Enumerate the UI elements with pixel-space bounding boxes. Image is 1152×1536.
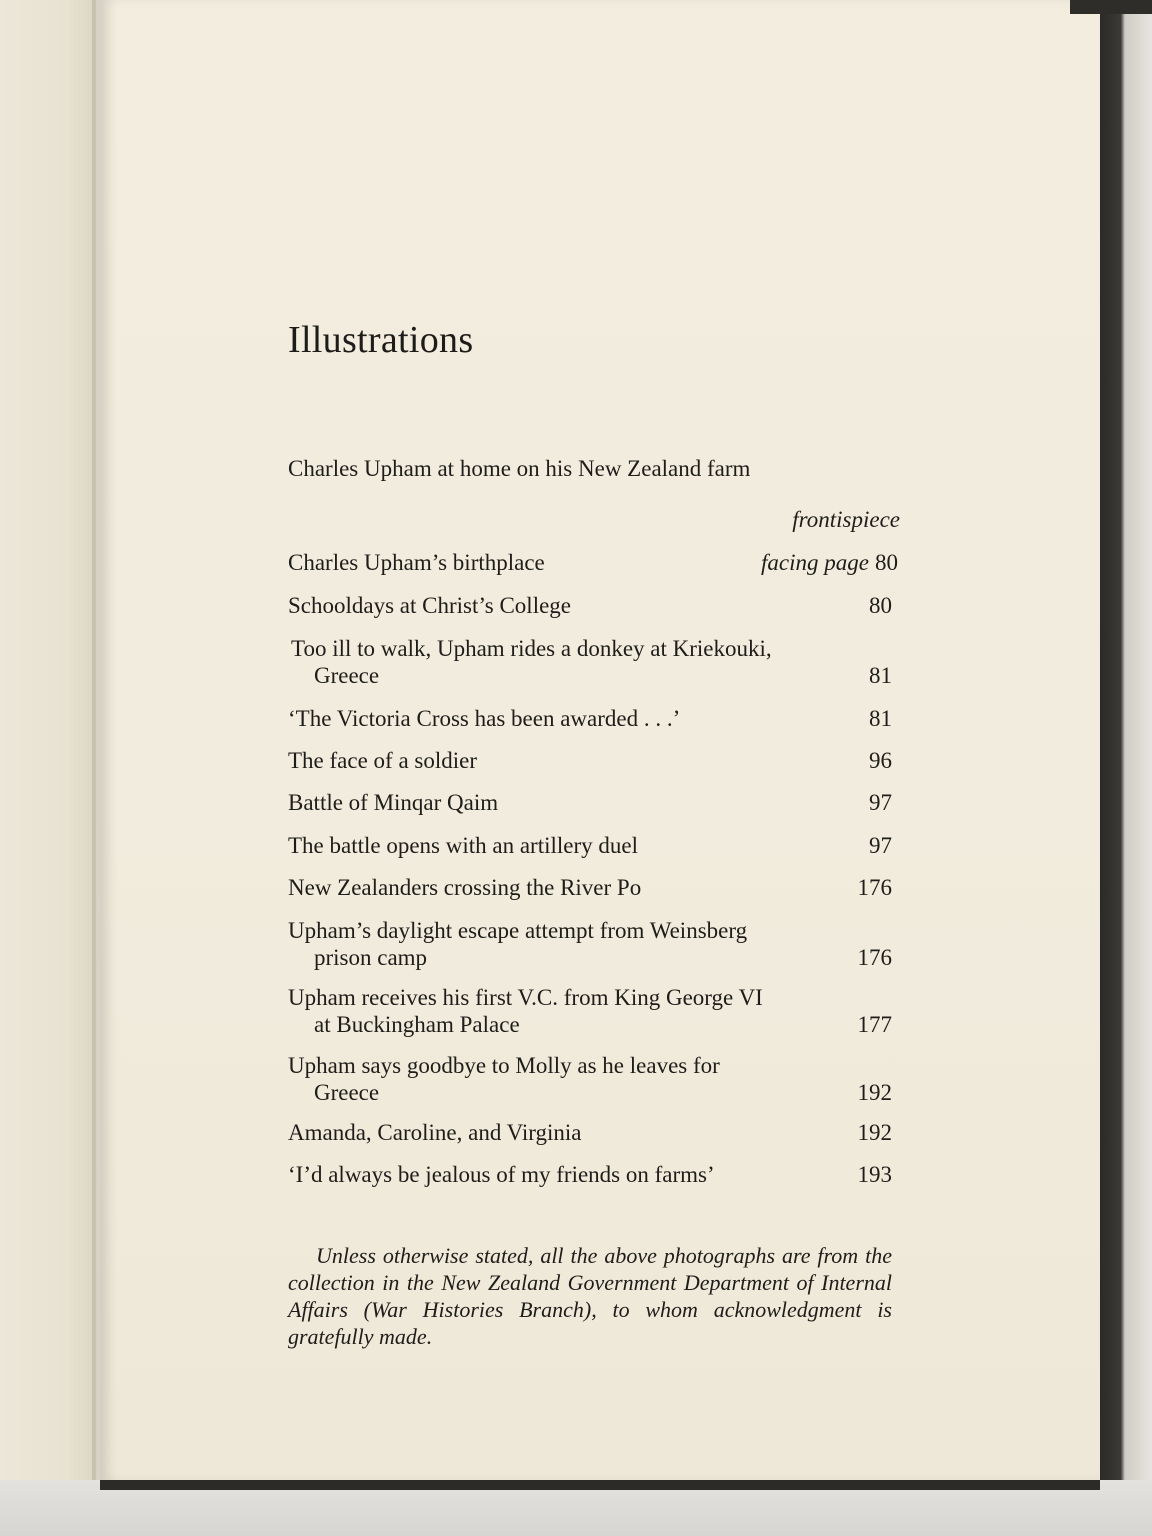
entry-title-continued: prison camp — [314, 945, 428, 970]
entry-page: 80 — [875, 550, 898, 575]
entry-page: 177 — [857, 1012, 892, 1037]
entry-title-continued: Greece — [314, 663, 380, 688]
entry-page: 192 — [857, 1080, 892, 1105]
entry-title: Upham’s daylight escape attempt from Weinsberg — [288, 918, 748, 943]
list-item — [288, 455, 900, 482]
book-cover-edge — [1100, 0, 1152, 1480]
list-item — [288, 917, 900, 971]
entry-title: ‘I’d always be jealous of my friends on farms’ — [288, 1162, 715, 1187]
entry-page: 80 — [869, 593, 892, 618]
entry-title: Schooldays at Christ’s College — [288, 593, 572, 618]
entry-page: 97 — [869, 833, 892, 858]
entry-page: 176 — [857, 945, 892, 970]
book-cover-top — [1070, 0, 1152, 14]
entry-page: 81 — [869, 706, 892, 731]
entry-title: Charles Upham at home on his New Zealand farm — [288, 456, 751, 481]
list-item — [288, 984, 900, 1038]
list-item — [288, 592, 900, 619]
entry-title-continued: at Buckingham Palace — [314, 1012, 520, 1037]
facing-page-label: facing page — [761, 550, 869, 575]
list-item — [288, 747, 900, 774]
list-item — [288, 789, 900, 816]
entry-title: The face of a soldier — [288, 748, 478, 773]
entry-page: 81 — [869, 663, 892, 688]
previous-page-edge — [0, 0, 96, 1536]
entry-title: Upham receives his first V.C. from King George VI — [288, 985, 763, 1010]
entry-title: Upham says goodbye to Molly as he leaves for — [288, 1053, 720, 1078]
entry-page: 176 — [857, 875, 892, 900]
list-item — [288, 832, 900, 859]
entry-title: ‘The Victoria Cross has been awarded . . .’ — [288, 706, 681, 731]
page-title: Illustrations — [288, 319, 474, 361]
entry-title: Charles Upham’s birthplace — [288, 550, 545, 575]
list-item — [288, 874, 900, 901]
entry-page: 192 — [857, 1120, 892, 1145]
entry-page: 97 — [869, 790, 892, 815]
photo-credit-note: Unless otherwise stated, all the above photographs are from the collection in the New Zealand Government Department of Internal Affairs (War Histories Branch), to whom acknowledgment is gratefully made. — [288, 1243, 892, 1349]
entry-page: frontispiece — [792, 507, 900, 532]
entry-title: The battle opens with an artillery duel — [288, 833, 638, 858]
entry-title: New Zealanders crossing the River Po — [288, 875, 642, 900]
list-item — [288, 1119, 900, 1146]
book-cover-bottom — [100, 1480, 1100, 1490]
list-item — [288, 549, 900, 576]
list-item — [288, 1052, 900, 1106]
list-item — [288, 635, 900, 689]
list-item — [288, 705, 900, 732]
entry-title: Battle of Minqar Qaim — [288, 790, 499, 815]
entry-page: 193 — [857, 1162, 892, 1187]
entry-page: 96 — [869, 748, 892, 773]
gutter-shadow — [92, 0, 118, 1536]
entry-title-continued: Greece — [314, 1080, 380, 1105]
entry-title: Amanda, Caroline, and Virginia — [288, 1120, 582, 1145]
list-item — [288, 1161, 900, 1188]
entry-title: Too ill to walk, Upham rides a donkey at Kriekouki, — [291, 636, 772, 661]
